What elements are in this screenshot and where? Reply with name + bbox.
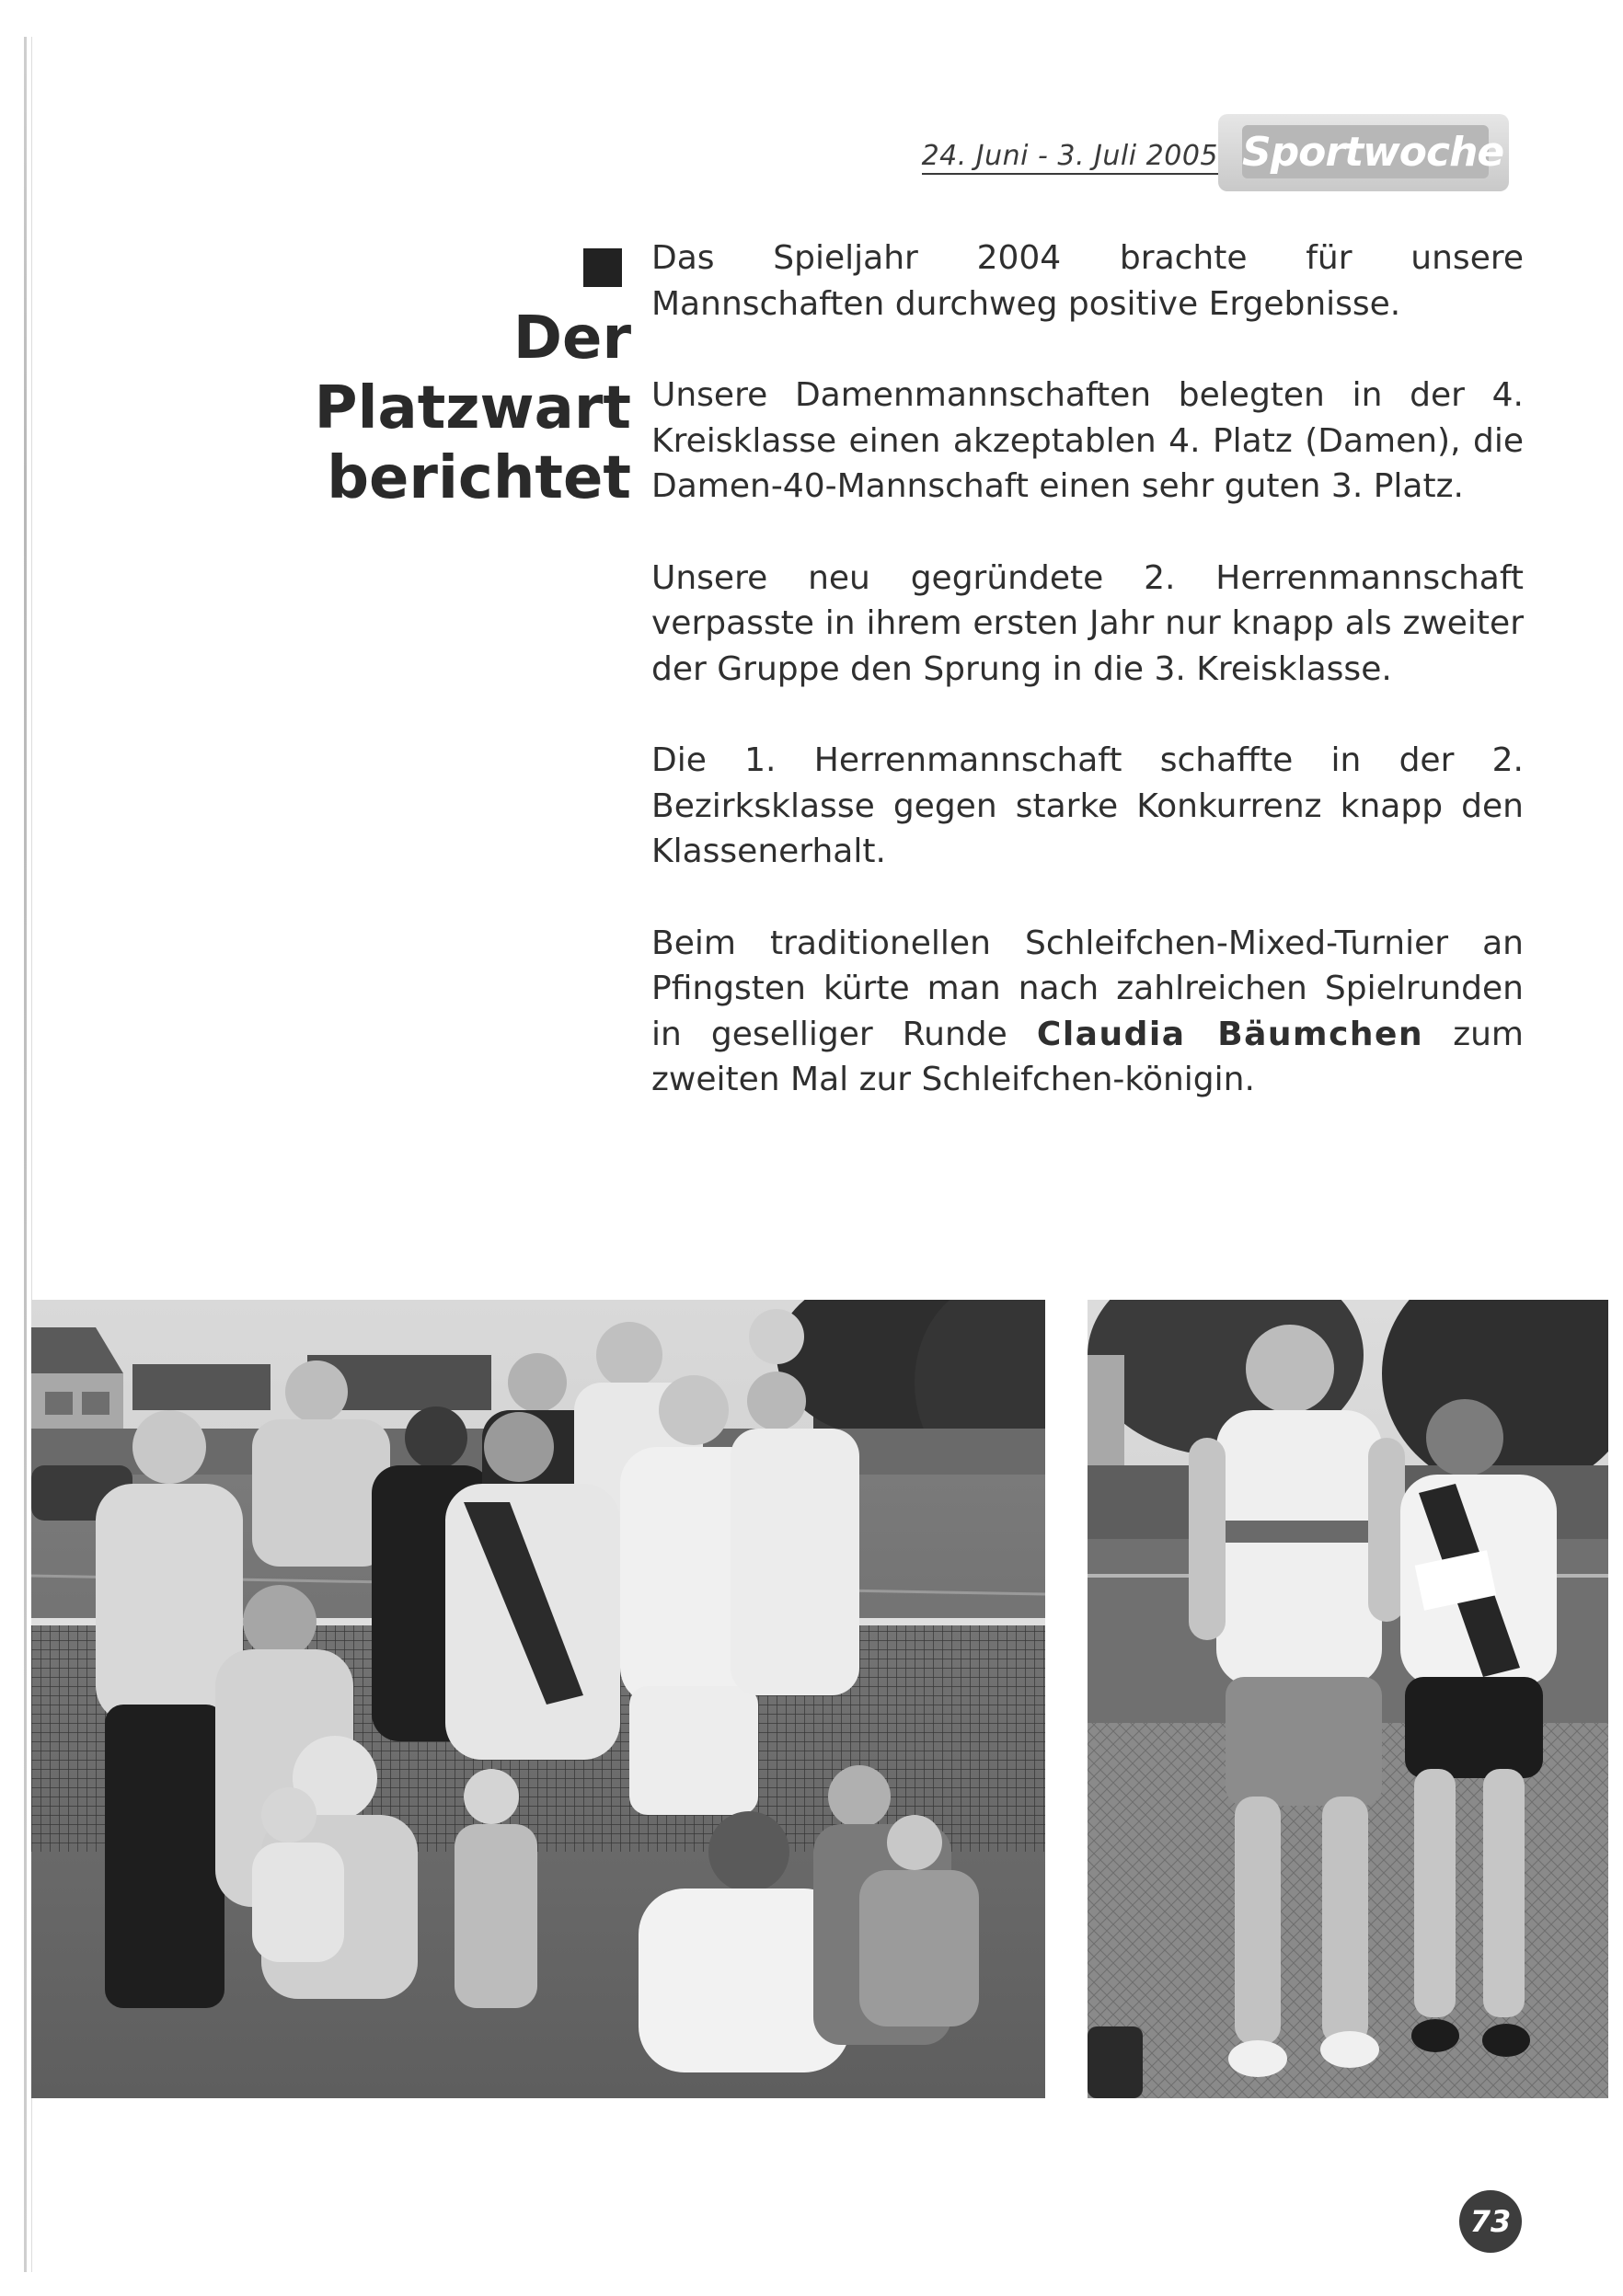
couple-photo-image bbox=[1088, 1300, 1608, 2098]
brand-logo bbox=[1218, 114, 1509, 191]
paragraph-5-before: Beim traditionellen Schleifchen-Mixed-Turnier an Pfingsten kürte man nach zahlreichen Spielrunden in geselliger Runde bbox=[651, 924, 1524, 1053]
page-number-badge: 73 bbox=[1459, 2190, 1522, 2253]
title-line-2: Platzwart bbox=[314, 374, 631, 442]
brand-name: Sportwoche bbox=[1242, 129, 1504, 176]
paragraph-1: Das Spieljahr 2004 brachte für unsere Mannschaften durchweg positive Ergebnisse. bbox=[651, 239, 1524, 323]
paragraph-2: Unsere Damenmannschaften belegten in der 4. Kreisklasse einen akzeptablen 4. Platz (Damen), die Damen-40-Mannschaft einen sehr guten 3. Platz. bbox=[651, 376, 1524, 505]
article-title bbox=[267, 304, 631, 513]
page-header bbox=[911, 114, 1527, 191]
paragraph-3: Unsere neu gegründete 2. Herrenmannschaft verpasste in ihrem ersten Jahr nur knapp als zweiter der Gruppe den Sprung in die 3. Kreisklasse. bbox=[651, 558, 1524, 688]
group-photo-image bbox=[31, 1300, 1045, 2098]
title-square-marker bbox=[583, 248, 622, 287]
couple-photo bbox=[1088, 1300, 1608, 2098]
winner-name: Claudia Bäumchen bbox=[1036, 1015, 1424, 1053]
scan-edge bbox=[24, 37, 27, 2272]
paragraph-5-after: zum zweiten Mal zur Schleifchen-königin. bbox=[651, 1015, 1524, 1098]
brand-logo-inner bbox=[1242, 125, 1504, 178]
date-range: 24. Juni - 3. Juli 2005 bbox=[922, 140, 1218, 175]
title-line-3: berichtet bbox=[327, 444, 631, 512]
paragraph-4: Die 1. Herrenmannschaft schaffte in der 2. Bezirksklasse gegen starke Konkurrenz knapp den Klassenerhalt. bbox=[651, 741, 1524, 870]
group-photo bbox=[31, 1300, 1045, 2098]
article-body bbox=[651, 235, 1524, 1149]
paragraph-5 bbox=[651, 921, 1524, 1103]
title-line-1: Der bbox=[512, 304, 631, 373]
